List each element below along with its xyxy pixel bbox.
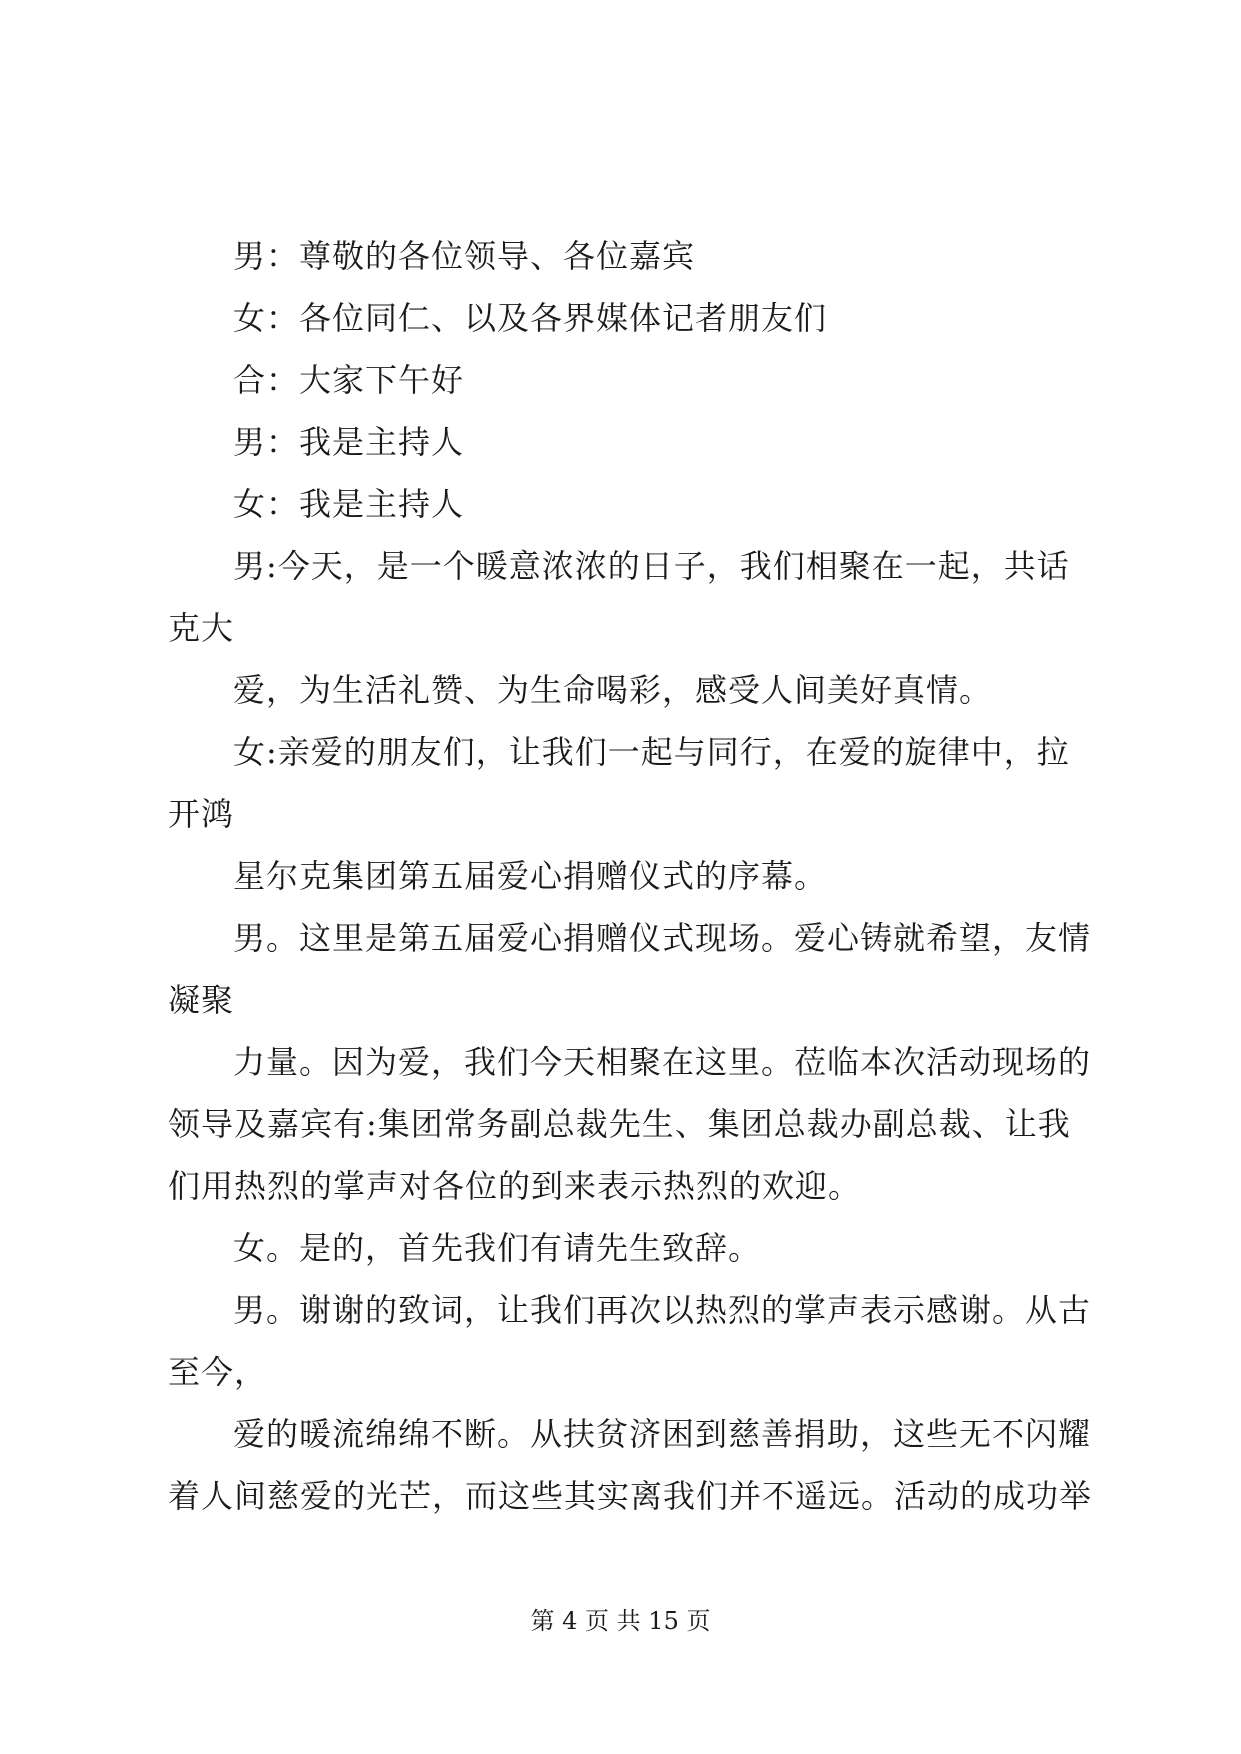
paragraph-line: 星尔克集团第五届爱心捐赠仪式的序幕。	[233, 857, 828, 895]
paragraph-line: 克大	[168, 609, 235, 647]
paragraph-line: 领导及嘉宾有:集团常务副总裁先生、集团总裁办副总裁、让我	[168, 1105, 1071, 1143]
paragraph-line: 爱，为生活礼赞、为生命喝彩，感受人间美好真情。	[233, 671, 993, 709]
paragraph-line: 男：我是主持人	[233, 423, 465, 461]
paragraph-line: 合：大家下午好	[233, 361, 465, 399]
paragraph-line: 男：尊敬的各位领导、各位嘉宾	[233, 237, 696, 275]
page-number-footer: 第 4 页 共 15 页	[530, 1607, 711, 1635]
paragraph-line: 男。谢谢的致词，让我们再次以热烈的掌声表示感谢。从古	[233, 1291, 1092, 1329]
paragraph-line: 女:亲爱的朋友们，让我们一起与同行，在爱的旋律中，拉	[233, 733, 1070, 771]
paragraph-line: 女。是的，首先我们有请先生致辞。	[233, 1229, 762, 1267]
paragraph-line: 力量。因为爱，我们今天相聚在这里。莅临本次活动现场的	[233, 1043, 1092, 1081]
paragraph-line: 至今，	[168, 1353, 268, 1391]
paragraph-line: 女：各位同仁、以及各界媒体记者朋友们	[233, 299, 828, 337]
paragraph-line: 凝聚	[168, 981, 235, 1019]
paragraph-line: 着人间慈爱的光芒，而这些其实离我们并不遥远。活动的成功举	[168, 1477, 1093, 1515]
paragraph-line: 开鸿	[168, 795, 235, 833]
paragraph-line: 男。这里是第五届爱心捐赠仪式现场。爱心铸就希望，友情	[233, 919, 1092, 957]
paragraph-line: 们用热烈的掌声对各位的到来表示热烈的欢迎。	[168, 1167, 862, 1205]
paragraph-line: 男:今天，是一个暖意浓浓的日子，我们相聚在一起，共话	[233, 547, 1070, 585]
document-body	[168, 225, 1093, 1527]
paragraph-line: 女：我是主持人	[233, 485, 465, 523]
paragraph-line: 爱的暖流绵绵不断。从扶贫济困到慈善捐助，这些无不闪耀	[233, 1415, 1092, 1453]
